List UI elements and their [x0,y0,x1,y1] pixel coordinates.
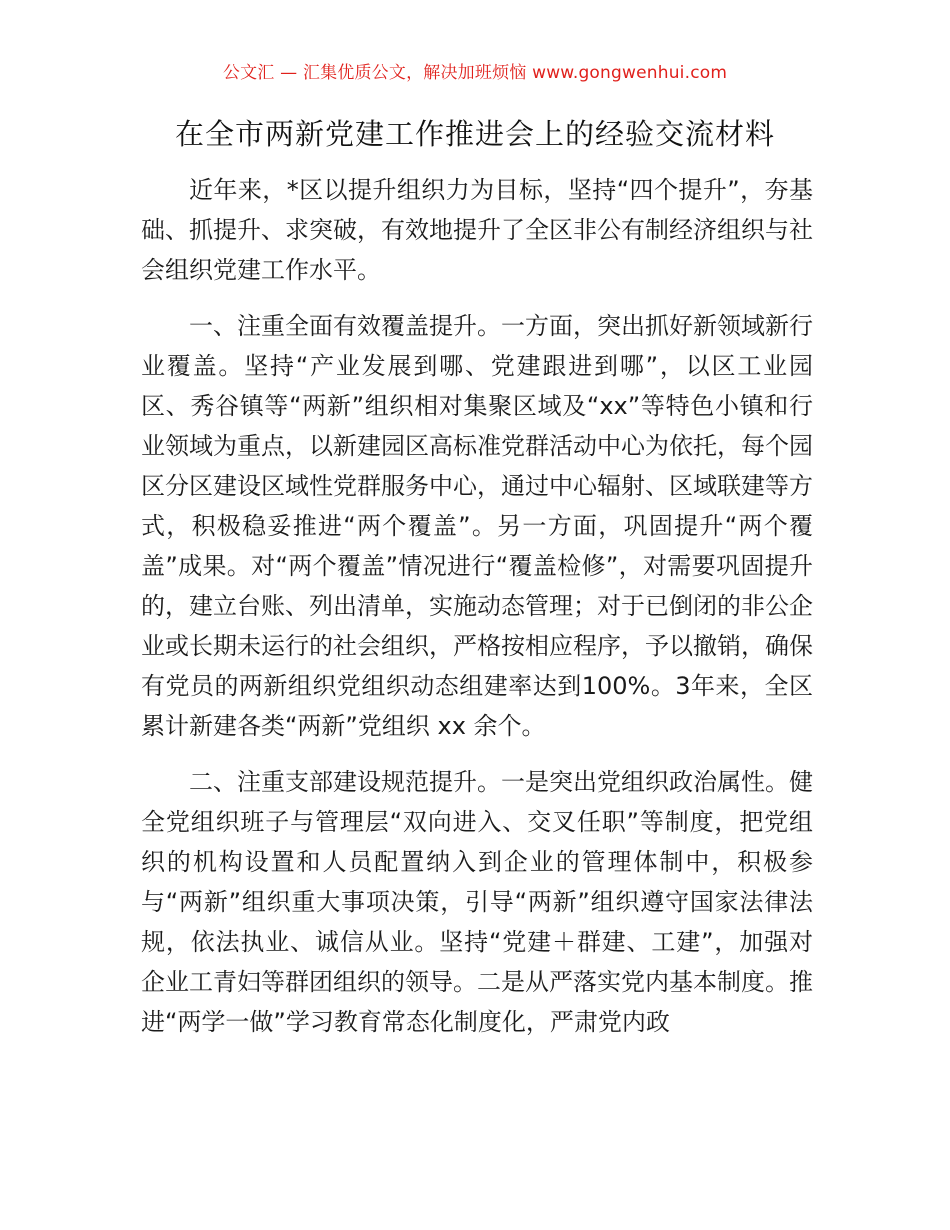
document-body [141,170,813,1058]
paragraph-intro: 近年来，*区以提升组织力为目标，坚持“四个提升”，夯基础、抓提升、求突破，有效地提升了全区非公有制经济组织与社会组织党建工作水平。 [141,176,813,284]
document-title: 在全市两新党建工作推进会上的经验交流材料 [174,117,775,151]
paragraph-section-1: 一、注重全面有效覆盖提升。一方面，突出抓好新领域新行业覆盖。坚持“产业发展到哪、党建跟进到哪”，以区工业园区、秀谷镇等“两新”组织相对集聚区域及“xx”等特色小镇和行业领域为重点，以新建园区高标准党群活动中心为依托，每个园区分区建设区域性党群服务中心，通过中心辐射、区域联建等方式，积极稳妥推进“两个覆盖”。另一方面，巩固提升“两个覆盖”成果。对“两个覆盖”情况进行“覆盖检修”，对需要巩固提升的，建立台账、列出清单，实施动态管理；对于已倒闭的非公企业或长期未运行的社会组织，严格按相应程序，予以撤销，确保有党员的两新组织党组织动态组建率达到100%。3年来，全区累计新建各类“两新”党组织 xx 余个。 [141,312,813,740]
header-banner: 公文汇 — 汇集优质公文，解决加班烦恼 www.gongwenhui.com [222,63,728,83]
paragraph-section-2: 二、注重支部建设规范提升。一是突出党组织政治属性。健全党组织班子与管理层“双向进入、交叉任职”等制度，把党组织的机构设置和人员配置纳入到企业的管理体制中，积极参与“两新”组织重大事项决策，引导“两新”组织遵守国家法律法规，依法执业、诚信从业。坚持“党建＋群建、工建”，加强对企业工青妇等群团组织的领导。二是从严落实党内基本制度。推进“两学一做”学习教育常态化制度化，严肃党内政 [141,768,813,1036]
